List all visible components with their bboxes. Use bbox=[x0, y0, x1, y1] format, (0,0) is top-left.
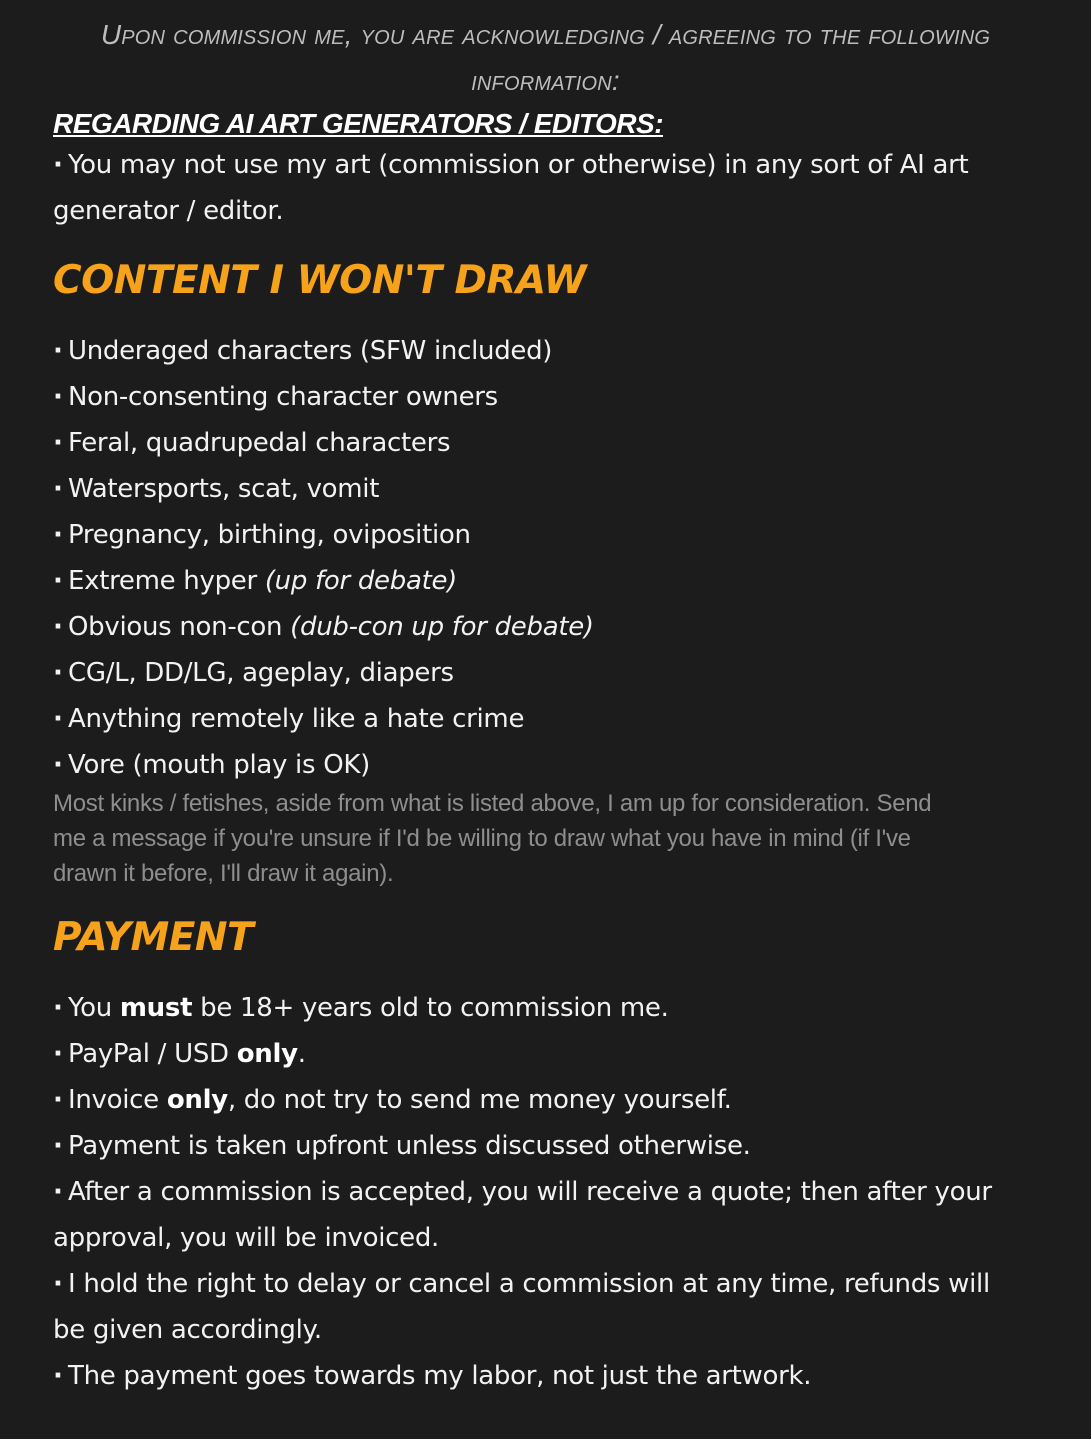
emphasis-text: only bbox=[166, 1085, 228, 1115]
list-item-note: (up for debate) bbox=[264, 566, 458, 596]
list-item bbox=[53, 742, 1038, 788]
payment-list bbox=[53, 985, 1038, 1399]
list-item-text: Payment is taken upfront unless discussed otherwise. bbox=[68, 1131, 751, 1161]
note-line-1: Most kinks / fetishes, aside from what is listed above, I am up for consideration. Send bbox=[53, 790, 932, 817]
list-item-text: Anything remotely like a hate crime bbox=[68, 704, 525, 734]
list-item bbox=[53, 696, 1038, 742]
list-item-text: , do not try to send me money yourself. bbox=[227, 1085, 732, 1115]
list-item-text: CG/L, DD/LG, ageplay, diapers bbox=[68, 658, 454, 688]
list-item-text: Feral, quadrupedal characters bbox=[68, 428, 451, 458]
list-item-text: Extreme hyper bbox=[68, 566, 257, 596]
list-item-note: (dub-con up for debate) bbox=[290, 612, 594, 642]
list-item-text: be 18+ years old to commission me. bbox=[200, 993, 669, 1023]
bullet-dot: · bbox=[53, 1361, 63, 1391]
list-item bbox=[53, 558, 1038, 604]
content-list bbox=[53, 328, 1038, 788]
bullet-dot: · bbox=[53, 1039, 63, 1069]
list-item bbox=[53, 374, 1038, 420]
bullet-dot: · bbox=[53, 704, 63, 734]
bullet-dot: · bbox=[53, 1131, 63, 1161]
emphasis-text: only bbox=[236, 1039, 298, 1069]
bullet-dot: · bbox=[53, 1269, 63, 1299]
list-item-text: Obvious non-con bbox=[68, 612, 283, 642]
ai-bullet-text: You may not use my art (commission or otherwise) in any sort of AI art bbox=[68, 150, 969, 180]
bullet-dot: · bbox=[53, 382, 63, 412]
list-item-text: The payment goes towards my labor, not just the artwork. bbox=[68, 1361, 812, 1391]
bullet-dot: · bbox=[53, 520, 63, 550]
list-item-text: Vore (mouth play is OK) bbox=[68, 750, 370, 780]
list-item bbox=[53, 512, 1038, 558]
list-item-text: Invoice bbox=[68, 1085, 159, 1115]
list-item bbox=[53, 1353, 1038, 1399]
ai-bullet-continuation: generator / editor. bbox=[53, 196, 284, 226]
list-item bbox=[53, 466, 1038, 512]
note-line-3: drawn it before, I'll draw it again). bbox=[53, 860, 394, 887]
intro-line-1: Upon commission me, you are acknowledging / agreeing to the following bbox=[100, 19, 991, 50]
bullet-dot: · bbox=[53, 150, 63, 180]
list-item-text: After a commission is accepted, you will receive a quote; then after your bbox=[68, 1177, 992, 1207]
bullet-dot: · bbox=[53, 428, 63, 458]
list-item bbox=[53, 1123, 1038, 1169]
intro-text bbox=[53, 0, 1038, 104]
bullet-dot: · bbox=[53, 336, 63, 366]
list-item bbox=[53, 1031, 1038, 1077]
list-item bbox=[53, 985, 1038, 1031]
bullet-dot: · bbox=[53, 993, 63, 1023]
content-note bbox=[53, 786, 1038, 891]
content-section-heading: CONTENT I WON'T DRAW bbox=[53, 258, 586, 303]
bullet-dot: · bbox=[53, 474, 63, 504]
note-line-2: me a message if you're unsure if I'd be willing to draw what you have in mind (if I've bbox=[53, 825, 911, 852]
ai-bullet bbox=[53, 142, 1038, 188]
bullet-dot: · bbox=[53, 566, 63, 596]
list-item-text: . bbox=[297, 1039, 306, 1069]
intro-line-2: information: bbox=[471, 65, 620, 96]
list-item-text: PayPal / USD bbox=[68, 1039, 229, 1069]
list-item bbox=[53, 604, 1038, 650]
list-item-continuation: be given accordingly. bbox=[53, 1315, 322, 1345]
list-item-text: I hold the right to delay or cancel a commission at any time, refunds will bbox=[68, 1269, 990, 1299]
ai-section-heading: REGARDING AI ART GENERATORS / EDITORS: bbox=[53, 108, 664, 139]
list-item-text: Pregnancy, birthing, oviposition bbox=[68, 520, 471, 550]
bullet-dot: · bbox=[53, 612, 63, 642]
payment-section-heading: PAYMENT bbox=[53, 915, 254, 960]
list-item bbox=[53, 1261, 1038, 1307]
list-item bbox=[53, 1169, 1038, 1215]
list-item bbox=[53, 420, 1038, 466]
list-item bbox=[53, 1077, 1038, 1123]
list-item-continuation: approval, you will be invoiced. bbox=[53, 1223, 440, 1253]
list-item-text: You bbox=[68, 993, 112, 1023]
bullet-dot: · bbox=[53, 1177, 63, 1207]
list-item-text: Non-consenting character owners bbox=[68, 382, 498, 412]
list-item bbox=[53, 650, 1038, 696]
list-item-text: Watersports, scat, vomit bbox=[68, 474, 380, 504]
emphasis-text: must bbox=[119, 993, 193, 1023]
list-item-text: Underaged characters (SFW included) bbox=[68, 336, 553, 366]
bullet-dot: · bbox=[53, 750, 63, 780]
bullet-dot: · bbox=[53, 658, 63, 688]
bullet-dot: · bbox=[53, 1085, 63, 1115]
list-item bbox=[53, 328, 1038, 374]
